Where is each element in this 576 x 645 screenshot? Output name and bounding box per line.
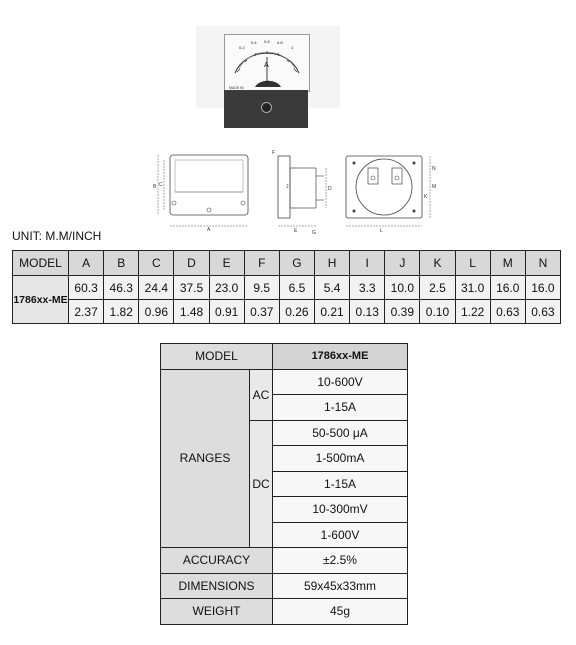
meter-photo [196, 26, 340, 108]
meter-scale-mark: 1 [291, 45, 294, 50]
svg-text:A: A [207, 227, 211, 232]
header-cell: D [174, 251, 209, 276]
header-cell: B [104, 251, 139, 276]
inch-value-cell: 1.22 [455, 300, 490, 324]
side-view-drawing [268, 148, 338, 238]
header-cell: H [314, 251, 349, 276]
dc-range-cell: 50-500 μA [273, 420, 408, 446]
dc-label-cell: DC [250, 420, 273, 548]
meter-scale-mark: 0.6 [264, 39, 270, 44]
svg-text:C: C [159, 182, 163, 188]
weight-value-cell: 45g [273, 599, 408, 625]
header-cell: M [490, 251, 525, 276]
svg-text:MADE IN: MADE IN [229, 86, 244, 90]
inch-value-cell: 0.26 [279, 300, 314, 324]
header-cell: J [385, 251, 420, 276]
svg-text:D: D [328, 186, 332, 192]
mm-value-cell: 16.0 [525, 276, 560, 300]
table-row [161, 548, 408, 574]
model-value-cell: 1786xx-ME [273, 344, 408, 370]
svg-text:J: J [286, 184, 289, 190]
svg-text:K: K [424, 194, 428, 200]
table-row [161, 344, 408, 370]
mm-value-cell: 5.4 [314, 276, 349, 300]
rear-view-drawing [340, 148, 440, 238]
inch-value-cell: 0.10 [420, 300, 455, 324]
dimensions-value-cell: 59x45x33mm [273, 573, 408, 599]
table-row-mm [13, 276, 561, 300]
table-row [161, 599, 408, 625]
ac-range-cell: 1-15A [273, 395, 408, 421]
mm-value-cell: 23.0 [209, 276, 244, 300]
meter-scale-mark: 0.2 [239, 45, 245, 50]
accuracy-label-cell: ACCURACY [161, 548, 273, 574]
header-cell: L [455, 251, 490, 276]
meter-scale-mark: 0.4 [251, 40, 257, 45]
svg-text:F: F [272, 150, 276, 156]
svg-text:M: M [432, 184, 437, 190]
mm-value-cell: 24.4 [139, 276, 174, 300]
dc-range-cell: 1-500mA [273, 446, 408, 472]
ac-range-cell: 10-600V [273, 369, 408, 395]
mm-value-cell: 6.5 [279, 276, 314, 300]
svg-text:G: G [312, 230, 316, 236]
header-cell: F [244, 251, 279, 276]
svg-text:E: E [294, 228, 298, 234]
mm-value-cell: 31.0 [455, 276, 490, 300]
inch-value-cell: 0.39 [385, 300, 420, 324]
header-cell: G [279, 251, 314, 276]
inch-value-cell: 0.21 [314, 300, 349, 324]
header-cell: I [350, 251, 385, 276]
unit-label: UNIT: M.M/INCH [12, 229, 102, 243]
svg-text:L: L [380, 228, 383, 234]
dc-range-cell: 1-600V [273, 522, 408, 548]
table-row [161, 369, 408, 395]
header-cell: N [525, 251, 560, 276]
ranges-label-cell: RANGES [161, 369, 250, 548]
header-cell: A [69, 251, 104, 276]
table-row-inch [13, 300, 561, 324]
mm-value-cell: 16.0 [490, 276, 525, 300]
svg-text:N: N [432, 166, 436, 172]
model-cell: 1786xx-ME [13, 276, 69, 324]
table-row [161, 573, 408, 599]
meter-scale-mark: 0.8 [277, 40, 283, 45]
weight-label-cell: WEIGHT [161, 599, 273, 625]
meter-unit-letter: A [264, 62, 269, 69]
mm-value-cell: 2.5 [420, 276, 455, 300]
inch-value-cell: 2.37 [69, 300, 104, 324]
dimension-table [12, 250, 561, 324]
header-cell: C [139, 251, 174, 276]
inch-value-cell: 0.63 [525, 300, 560, 324]
inch-value-cell: 0.96 [139, 300, 174, 324]
meter-base [224, 90, 308, 128]
header-cell: MODEL [13, 251, 69, 276]
mm-value-cell: 46.3 [104, 276, 139, 300]
model-label-cell: MODEL [161, 344, 273, 370]
inch-value-cell: 0.91 [209, 300, 244, 324]
inch-value-cell: 1.48 [174, 300, 209, 324]
ranges-table [160, 343, 408, 625]
dc-range-cell: 10-300mV [273, 497, 408, 523]
meter-face [224, 34, 310, 92]
inch-value-cell: 0.13 [350, 300, 385, 324]
mm-value-cell: 10.0 [385, 276, 420, 300]
inch-value-cell: 0.37 [244, 300, 279, 324]
dimension-table-header [13, 251, 561, 276]
svg-text:B: B [153, 184, 157, 190]
front-view-drawing [150, 148, 262, 232]
mm-value-cell: 9.5 [244, 276, 279, 300]
inch-value-cell: 1.82 [104, 300, 139, 324]
header-cell: E [209, 251, 244, 276]
header-cell: K [420, 251, 455, 276]
zero-adjust-knob [261, 102, 272, 113]
ac-label-cell: AC [250, 369, 273, 420]
inch-value-cell: 0.63 [490, 300, 525, 324]
dimensions-label-cell: DIMENSIONS [161, 573, 273, 599]
mm-value-cell: 60.3 [69, 276, 104, 300]
mm-value-cell: 37.5 [174, 276, 209, 300]
mm-value-cell: 3.3 [350, 276, 385, 300]
accuracy-value-cell: ±2.5% [273, 548, 408, 574]
dc-range-cell: 1-15A [273, 471, 408, 497]
